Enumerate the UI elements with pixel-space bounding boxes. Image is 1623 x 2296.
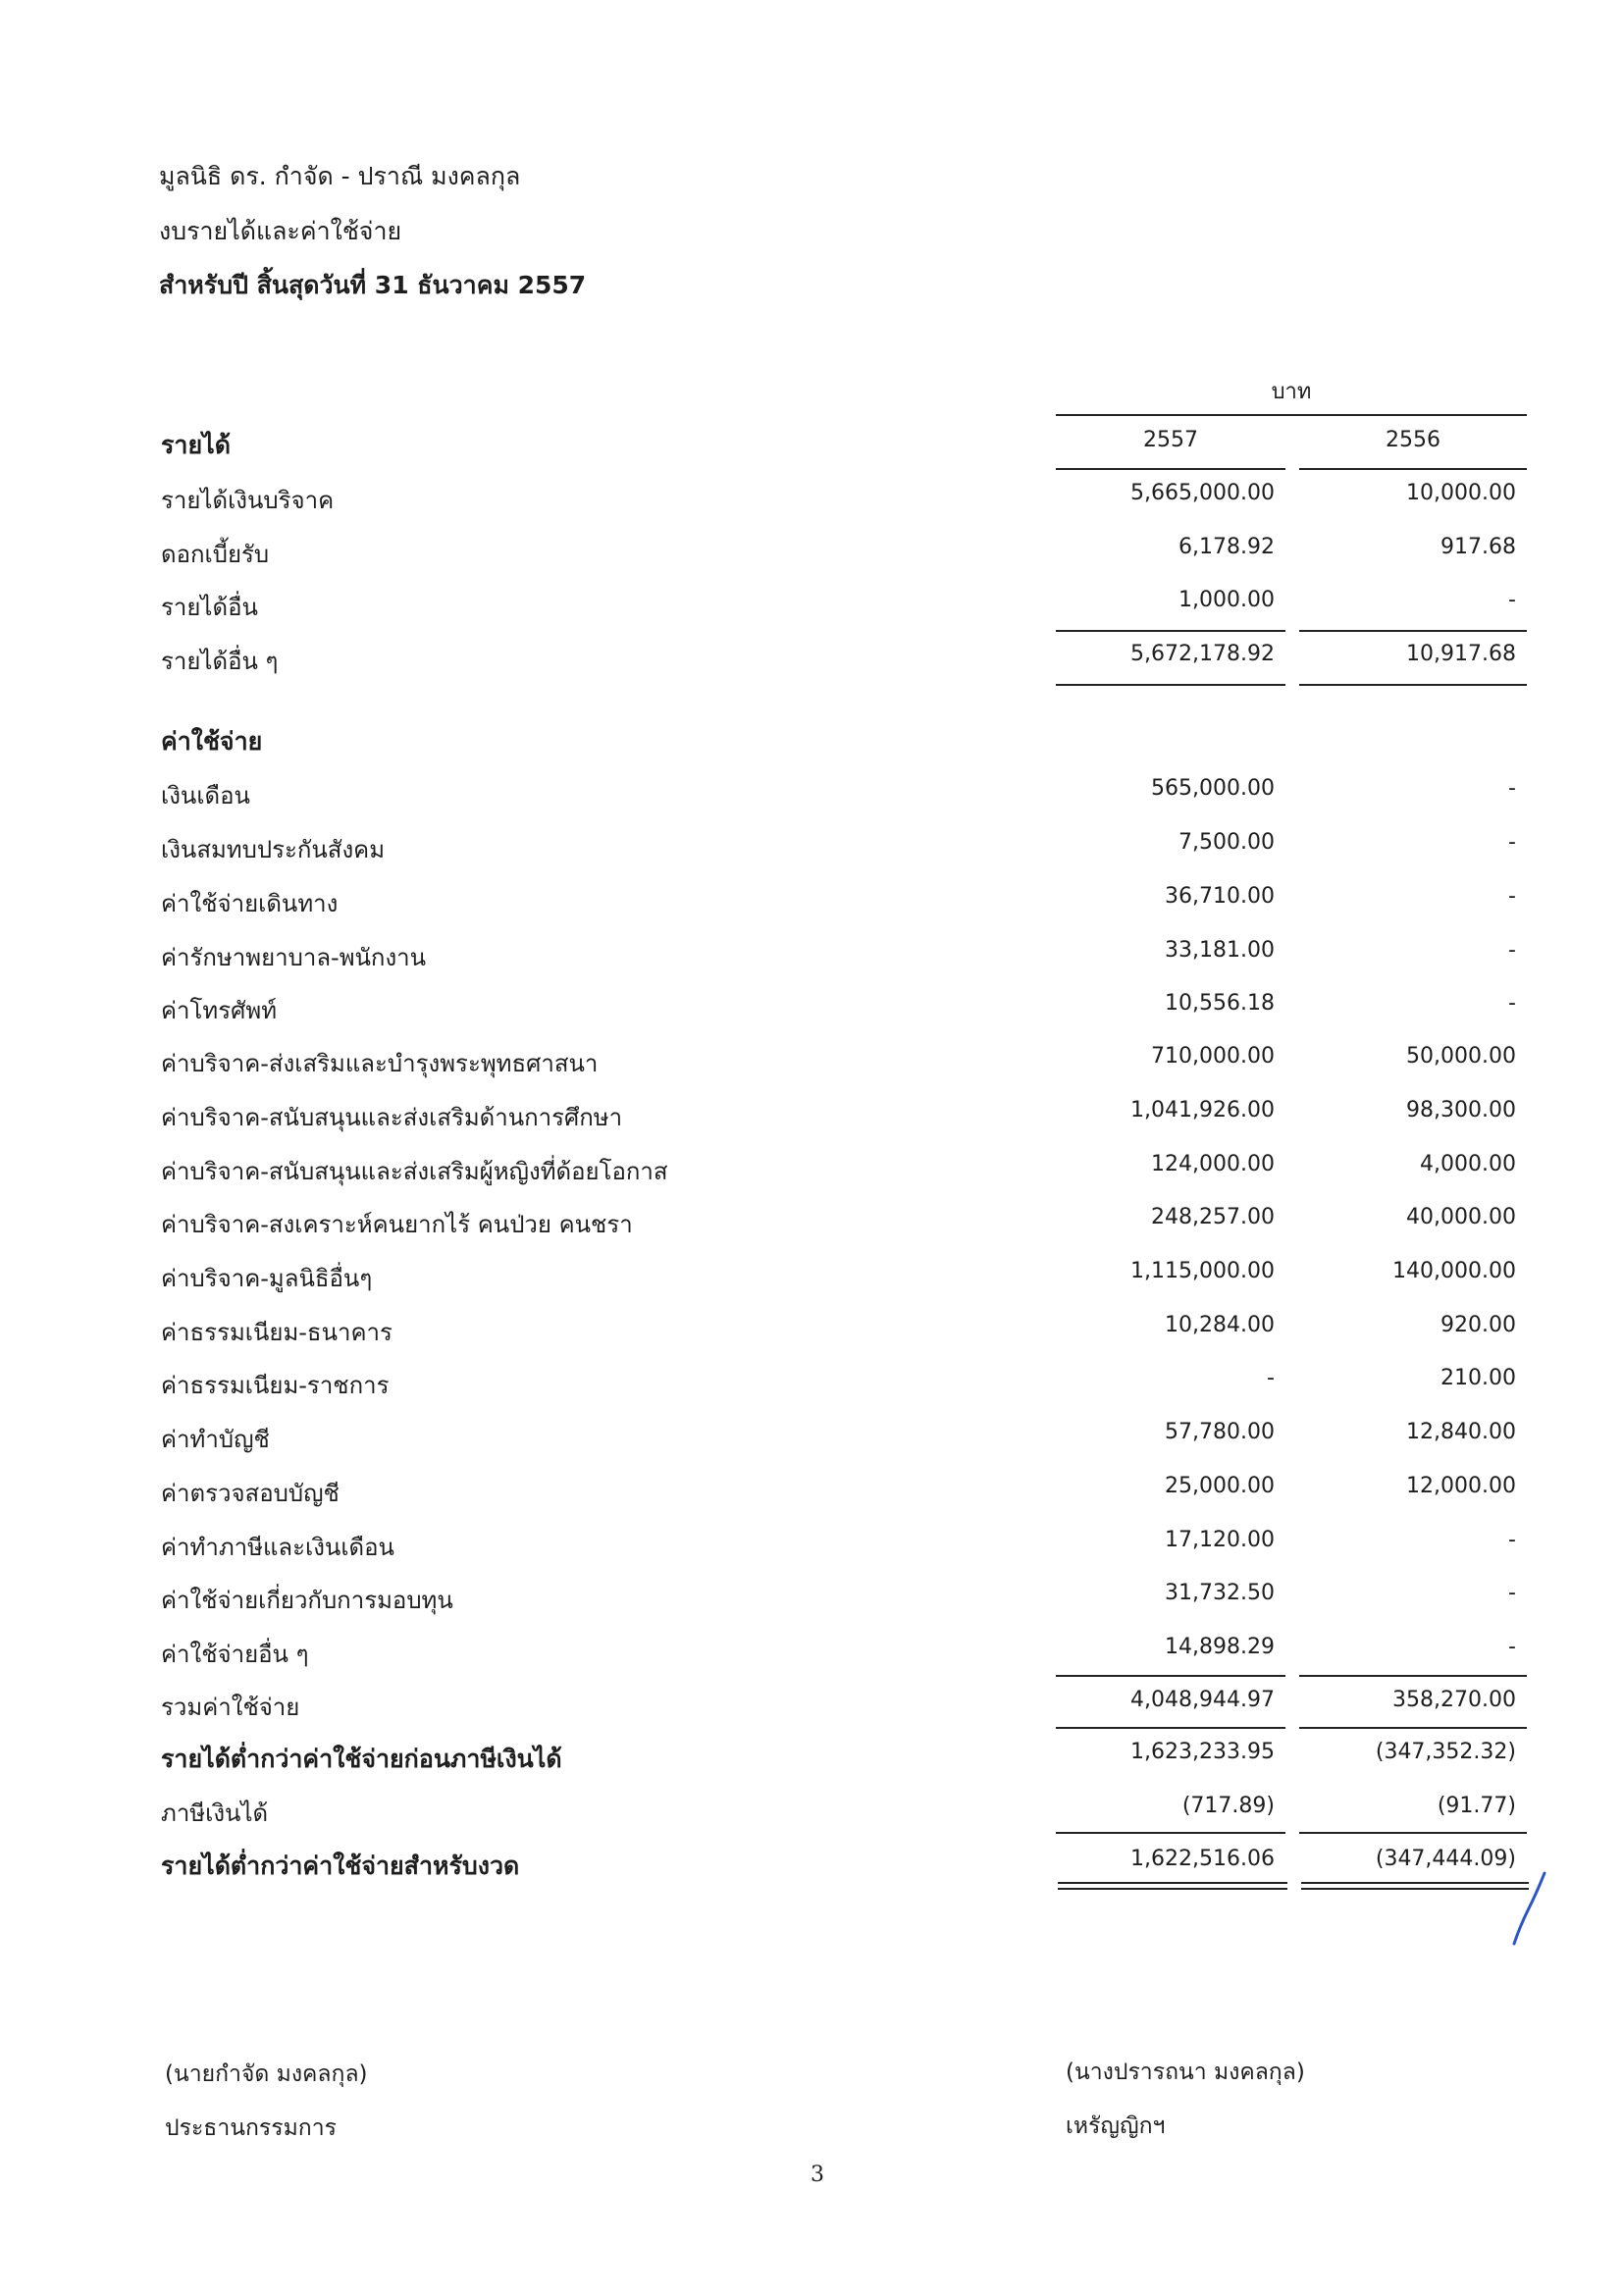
expense-row-2556: 98,300.00 bbox=[1406, 1098, 1516, 1122]
expense-row-label: เงินสมทบประกันสังคม bbox=[161, 836, 386, 863]
expense-row-label: ค่ารักษาพยาบาล-พนักงาน bbox=[161, 944, 427, 971]
column-year-2556: 2556 bbox=[1386, 428, 1440, 452]
summary-2556: (347,352.32) bbox=[1375, 1740, 1516, 1764]
expense-row-2556: 4,000.00 bbox=[1420, 1152, 1516, 1176]
income-total-2556: 10,917.68 bbox=[1406, 642, 1516, 666]
income-row-2557: 1,000.00 bbox=[1178, 588, 1275, 612]
expense-row-2557: 565,000.00 bbox=[1151, 776, 1275, 801]
year2-underline bbox=[1299, 468, 1527, 470]
expense-row-label: ค่าโทรศัพท์ bbox=[161, 997, 278, 1024]
expense-row-2557: 14,898.29 bbox=[1165, 1635, 1275, 1659]
summary-2556: (91.77) bbox=[1437, 1794, 1516, 1818]
income-row-label: ดอกเบี้ยรับ bbox=[161, 541, 270, 568]
signatory-left-title: ประธานกรรมการ bbox=[165, 2115, 337, 2141]
expense-row-label: ค่าบริจาค-สนับสนุนและส่งเสริมด้านการศึกษา bbox=[161, 1104, 623, 1131]
expense-row-2557: 1,115,000.00 bbox=[1130, 1259, 1275, 1283]
signatory-right-title: เหรัญญิกฯ bbox=[1066, 2113, 1166, 2139]
expense-row-2557: 31,732.50 bbox=[1165, 1581, 1275, 1605]
pen-check-mark bbox=[1511, 1869, 1550, 1948]
expense-total-2557: 4,048,944.97 bbox=[1130, 1688, 1275, 1712]
expense-row-2557: 1,041,926.00 bbox=[1130, 1098, 1275, 1122]
expense-row-2556: 12,840.00 bbox=[1406, 1420, 1516, 1444]
income-heading: รายได้ bbox=[161, 431, 231, 459]
income-total-label: รายได้อื่น ๆ bbox=[161, 648, 279, 675]
expense-row-2556: 50,000.00 bbox=[1406, 1044, 1516, 1069]
expense-row-2557: 36,710.00 bbox=[1165, 884, 1275, 909]
expense-row-2557: 25,000.00 bbox=[1165, 1474, 1275, 1498]
expense-row-label: ค่าบริจาค-มูลนิธิอื่นๆ bbox=[161, 1265, 373, 1292]
currency-label: บาท bbox=[1271, 380, 1312, 404]
expense-row-2556: - bbox=[1508, 938, 1516, 963]
expense-row-label: ค่าทำภาษีและเงินเดือน bbox=[161, 1534, 394, 1561]
expense-row-label: ค่าตรวจสอบบัญชี bbox=[161, 1480, 340, 1507]
expense-row-label: ค่าบริจาค-สนับสนุนและส่งเสริมผู้หญิงที่ด้อยโอกาส bbox=[161, 1158, 668, 1185]
income-total-2557: 5,672,178.92 bbox=[1130, 642, 1275, 666]
expense-row-label: ค่าบริจาค-ส่งเสริมและบำรุงพระพุทธศาสนา bbox=[161, 1050, 599, 1077]
expense-row-label: ค่าบริจาค-สงเคราะห์คนยากไร้ คนป่วย คนชรา bbox=[161, 1211, 633, 1238]
summary-line bbox=[1299, 1832, 1527, 1834]
expense-row-label: ค่าใช้จ่ายเดินทาง bbox=[161, 890, 339, 917]
signatory-left-name: (นายกำจัด มงคลกุล) bbox=[165, 2061, 368, 2087]
expense-row-2557: 33,181.00 bbox=[1165, 938, 1275, 963]
expense-row-2557: 57,780.00 bbox=[1165, 1420, 1275, 1444]
summary-2557: 1,622,516.06 bbox=[1130, 1847, 1275, 1871]
expense-subtotal-line bbox=[1056, 1675, 1285, 1677]
income-row-label: รายได้อื่น bbox=[161, 594, 258, 621]
expense-row-2556: 140,000.00 bbox=[1392, 1259, 1516, 1283]
expense-row-2556: 210.00 bbox=[1440, 1366, 1516, 1390]
expense-row-2556: 12,000.00 bbox=[1406, 1474, 1516, 1498]
income-row-label: รายได้เงินบริจาค bbox=[161, 487, 335, 514]
expense-row-2556: - bbox=[1508, 1581, 1516, 1605]
expense-row-2557: 710,000.00 bbox=[1151, 1044, 1275, 1069]
expense-row-2556: - bbox=[1508, 1635, 1516, 1659]
expense-subtotal-line bbox=[1299, 1675, 1527, 1677]
income-row-2556: 917.68 bbox=[1440, 535, 1516, 559]
summary-label: รายได้ต่ำกว่าค่าใช้จ่ายก่อนภาษีเงินได้ bbox=[161, 1745, 562, 1773]
expense-row-2557: 17,120.00 bbox=[1165, 1528, 1275, 1552]
expense-row-label: ค่าธรรมเนียม-ราชการ bbox=[161, 1372, 390, 1399]
summary-line bbox=[1056, 1832, 1285, 1834]
expense-row-2557: - bbox=[1267, 1366, 1275, 1390]
expense-row-2556: - bbox=[1508, 1528, 1516, 1552]
expense-total-2556: 358,270.00 bbox=[1392, 1688, 1516, 1712]
signatory-right-name: (นางปรารถนา มงคลกุล) bbox=[1066, 2060, 1305, 2085]
income-total-line bbox=[1299, 684, 1527, 686]
income-row-2556: - bbox=[1508, 588, 1516, 612]
summary-2556: (347,444.09) bbox=[1375, 1847, 1516, 1871]
org-name: มูลนิธิ ดร. กำจัด - ปราณี มงคลกุล bbox=[159, 162, 521, 190]
statement-title: งบรายได้และค่าใช้จ่าย bbox=[159, 217, 402, 245]
expense-row-2556: - bbox=[1508, 991, 1516, 1016]
summary-2557: (717.89) bbox=[1181, 1794, 1275, 1818]
income-row-2557: 5,665,000.00 bbox=[1130, 481, 1275, 505]
year1-underline bbox=[1056, 468, 1285, 470]
column-year-2557: 2557 bbox=[1143, 428, 1198, 452]
expense-row-2556: - bbox=[1508, 776, 1516, 801]
income-row-2556: 10,000.00 bbox=[1406, 481, 1516, 505]
expense-row-2557: 124,000.00 bbox=[1151, 1152, 1275, 1176]
final-double-underline bbox=[1058, 1882, 1287, 1890]
expense-row-2557: 7,500.00 bbox=[1178, 830, 1275, 855]
statement-period: สำหรับปี สิ้นสุดวันที่ 31 ธันวาคม 2557 bbox=[159, 271, 587, 299]
summary-label: รายได้ต่ำกว่าค่าใช้จ่ายสำหรับงวด bbox=[161, 1852, 520, 1880]
expense-row-2556: - bbox=[1508, 830, 1516, 855]
summary-2557: 1,623,233.95 bbox=[1130, 1740, 1275, 1764]
income-row-2557: 6,178.92 bbox=[1178, 535, 1275, 559]
summary-label: ภาษีเงินได้ bbox=[161, 1800, 269, 1827]
expense-total-label: รวมค่าใช้จ่าย bbox=[161, 1694, 300, 1721]
expense-row-2556: - bbox=[1508, 884, 1516, 909]
income-subtotal-line bbox=[1056, 630, 1285, 632]
expense-row-2557: 10,284.00 bbox=[1165, 1313, 1275, 1337]
expense-row-label: ค่าทำบัญชี bbox=[161, 1426, 270, 1453]
expense-total-line bbox=[1056, 1727, 1285, 1729]
expense-row-2556: 40,000.00 bbox=[1406, 1205, 1516, 1229]
expense-row-2556: 920.00 bbox=[1440, 1313, 1516, 1337]
expense-row-2557: 248,257.00 bbox=[1151, 1205, 1275, 1229]
expense-total-line bbox=[1299, 1727, 1527, 1729]
page-number: 3 bbox=[811, 2163, 824, 2187]
expense-row-label: เงินเดือน bbox=[161, 782, 250, 809]
income-total-line bbox=[1056, 684, 1285, 686]
final-double-underline bbox=[1301, 1882, 1529, 1890]
expense-row-2557: 10,556.18 bbox=[1165, 991, 1275, 1016]
income-subtotal-line bbox=[1299, 630, 1527, 632]
expense-row-label: ค่าธรรมเนียม-ธนาคาร bbox=[161, 1319, 393, 1346]
currency-underline bbox=[1056, 414, 1527, 416]
expense-row-label: ค่าใช้จ่ายเกี่ยวกับการมอบทุน bbox=[161, 1587, 453, 1614]
expense-row-label: ค่าใช้จ่ายอื่น ๆ bbox=[161, 1641, 309, 1668]
expenses-heading: ค่าใช้จ่าย bbox=[161, 727, 263, 756]
